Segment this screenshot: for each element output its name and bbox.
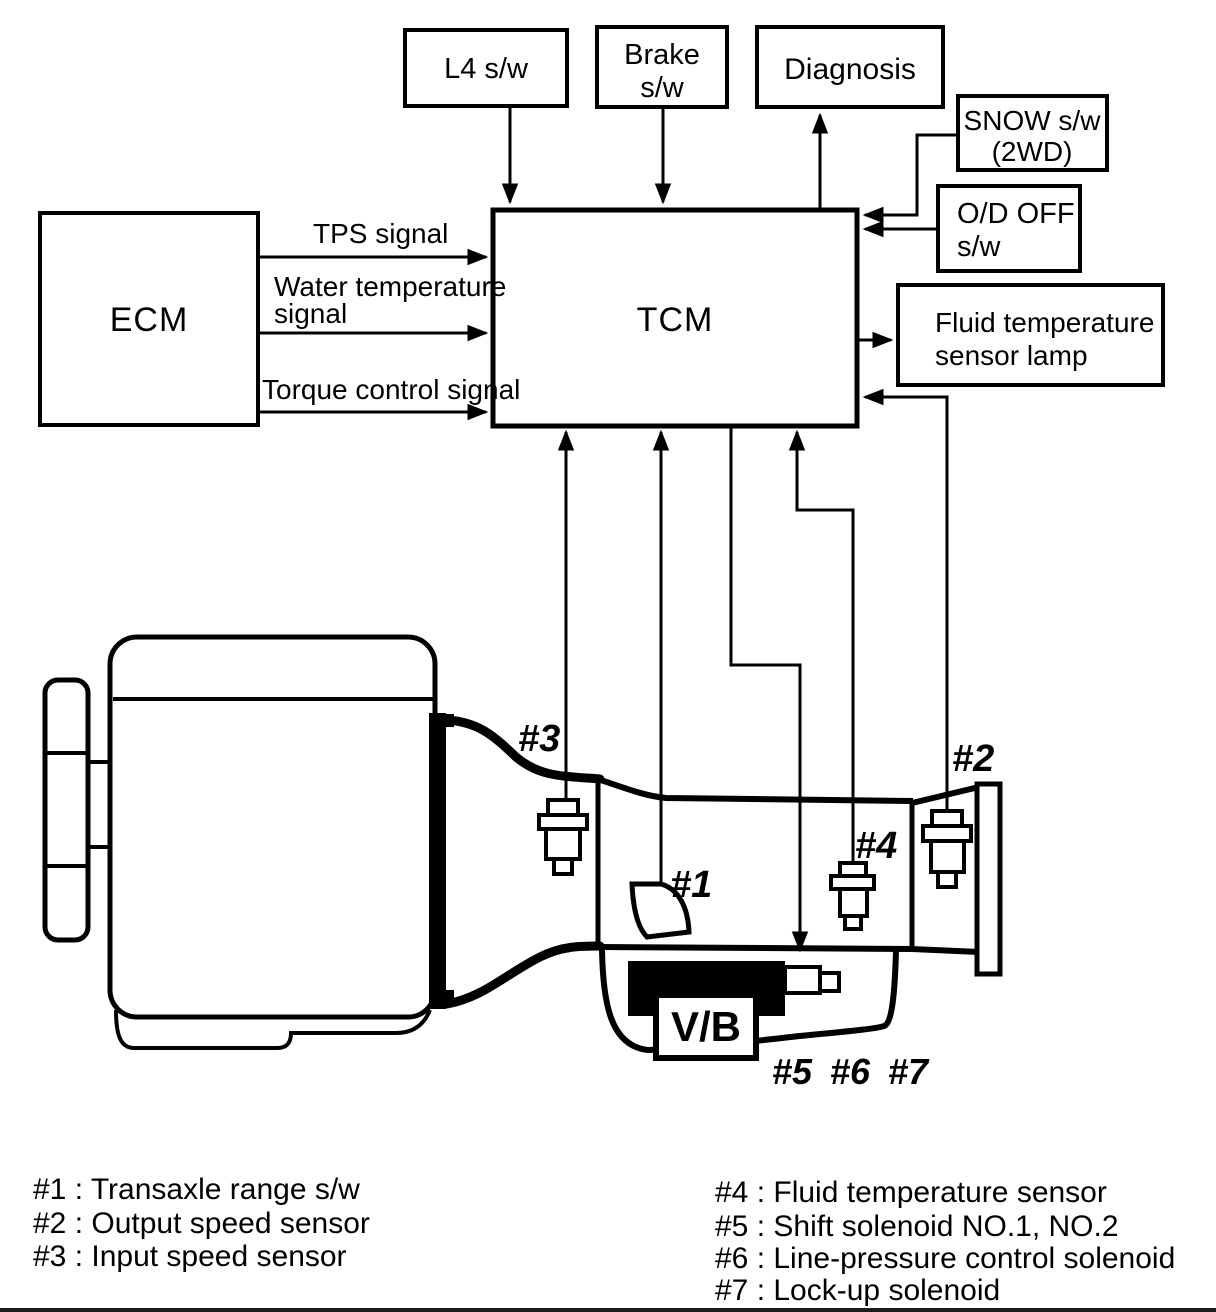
snow-switch-label-2: (2WD) bbox=[991, 136, 1073, 167]
callout-2: #2 bbox=[952, 738, 995, 780]
fluid-temp-lamp-label-1: Fluid temperature bbox=[935, 307, 1155, 338]
fluid-temp-lamp-label-2: sensor lamp bbox=[935, 340, 1088, 371]
sensor-2-output-speed bbox=[923, 811, 971, 887]
torque-signal-label: Torque control signal bbox=[262, 374, 521, 405]
sensor-4-body bbox=[840, 889, 867, 916]
legend-item-3: #3 : Input speed sensor bbox=[33, 1240, 347, 1273]
signal-labels bbox=[262, 218, 520, 405]
legend-item-4: #4 : Fluid temperature sensor bbox=[715, 1176, 1107, 1209]
component-boxes bbox=[40, 27, 1163, 426]
legend bbox=[33, 1173, 1175, 1307]
diagnosis-label: Diagnosis bbox=[784, 53, 916, 86]
sensor-2-tip bbox=[938, 872, 956, 887]
engine-pulley bbox=[45, 680, 88, 940]
case-top-edge bbox=[598, 779, 913, 801]
engine-drawing bbox=[45, 637, 454, 1048]
wire-tcm-to-solenoids bbox=[731, 428, 800, 950]
valve-body-label: V/B bbox=[670, 1003, 742, 1050]
sensor-3-input-speed bbox=[539, 800, 587, 874]
callout-4: #4 bbox=[855, 825, 898, 867]
callout-5: #5 bbox=[772, 1051, 813, 1092]
transaxle-drawing bbox=[447, 720, 1000, 1058]
solenoid-connector bbox=[785, 967, 820, 993]
ecm-label: ECM bbox=[109, 301, 189, 339]
sensor-3-tip bbox=[554, 859, 572, 874]
water-temp-signal-label-1: Water temperature bbox=[274, 271, 507, 302]
scan-edge-artifact bbox=[0, 1308, 1216, 1312]
legend-item-7: #7 : Lock-up solenoid bbox=[715, 1274, 1001, 1307]
brake-switch-label-2: s/w bbox=[640, 72, 684, 104]
wire-output-speed-to-tcm bbox=[865, 397, 947, 810]
sensor-3-flange bbox=[539, 815, 587, 829]
l4-switch-label: L4 s/w bbox=[444, 53, 528, 85]
sensor-4-tip bbox=[845, 916, 861, 929]
legend-item-5: #5 : Shift solenoid NO.1, NO.2 bbox=[715, 1210, 1119, 1243]
sensor-2-cap bbox=[932, 811, 962, 826]
callout-3: #3 bbox=[518, 718, 561, 760]
callout-1: #1 bbox=[670, 864, 713, 906]
brake-switch-label-1: Brake bbox=[624, 39, 700, 71]
sensor-2-flange bbox=[923, 826, 971, 841]
legend-item-1: #1 : Transaxle range s/w bbox=[33, 1173, 360, 1206]
rear-end-plate bbox=[977, 784, 1000, 974]
snow-switch-label-1: SNOW s/w bbox=[963, 105, 1101, 136]
tail-bottom-edge bbox=[912, 949, 979, 952]
callout-6: #6 bbox=[830, 1051, 871, 1092]
tcm-label: TCM bbox=[636, 301, 714, 339]
od-off-switch-label-1: O/D OFF bbox=[957, 198, 1075, 230]
sensor-3-cap bbox=[548, 800, 578, 815]
engine-trans-mating-bar bbox=[429, 713, 446, 1009]
bellhousing-bottom-curve bbox=[447, 946, 600, 1004]
case-bottom-edge bbox=[598, 947, 913, 949]
callout-7: #7 bbox=[888, 1051, 929, 1092]
od-off-switch-label-2: s/w bbox=[957, 231, 1001, 263]
legend-item-6: #6 : Line-pressure control solenoid bbox=[715, 1242, 1176, 1275]
tps-signal-label: TPS signal bbox=[313, 218, 449, 249]
sensor-3-body bbox=[546, 829, 580, 859]
solenoid-connector-tip bbox=[820, 973, 839, 991]
sensor-2-body bbox=[931, 841, 964, 872]
sensor-4-fluid-temp bbox=[831, 863, 874, 929]
water-temp-signal-label-2: signal bbox=[274, 298, 348, 329]
legend-item-2: #2 : Output speed sensor bbox=[33, 1207, 370, 1240]
engine-block bbox=[110, 637, 435, 1017]
